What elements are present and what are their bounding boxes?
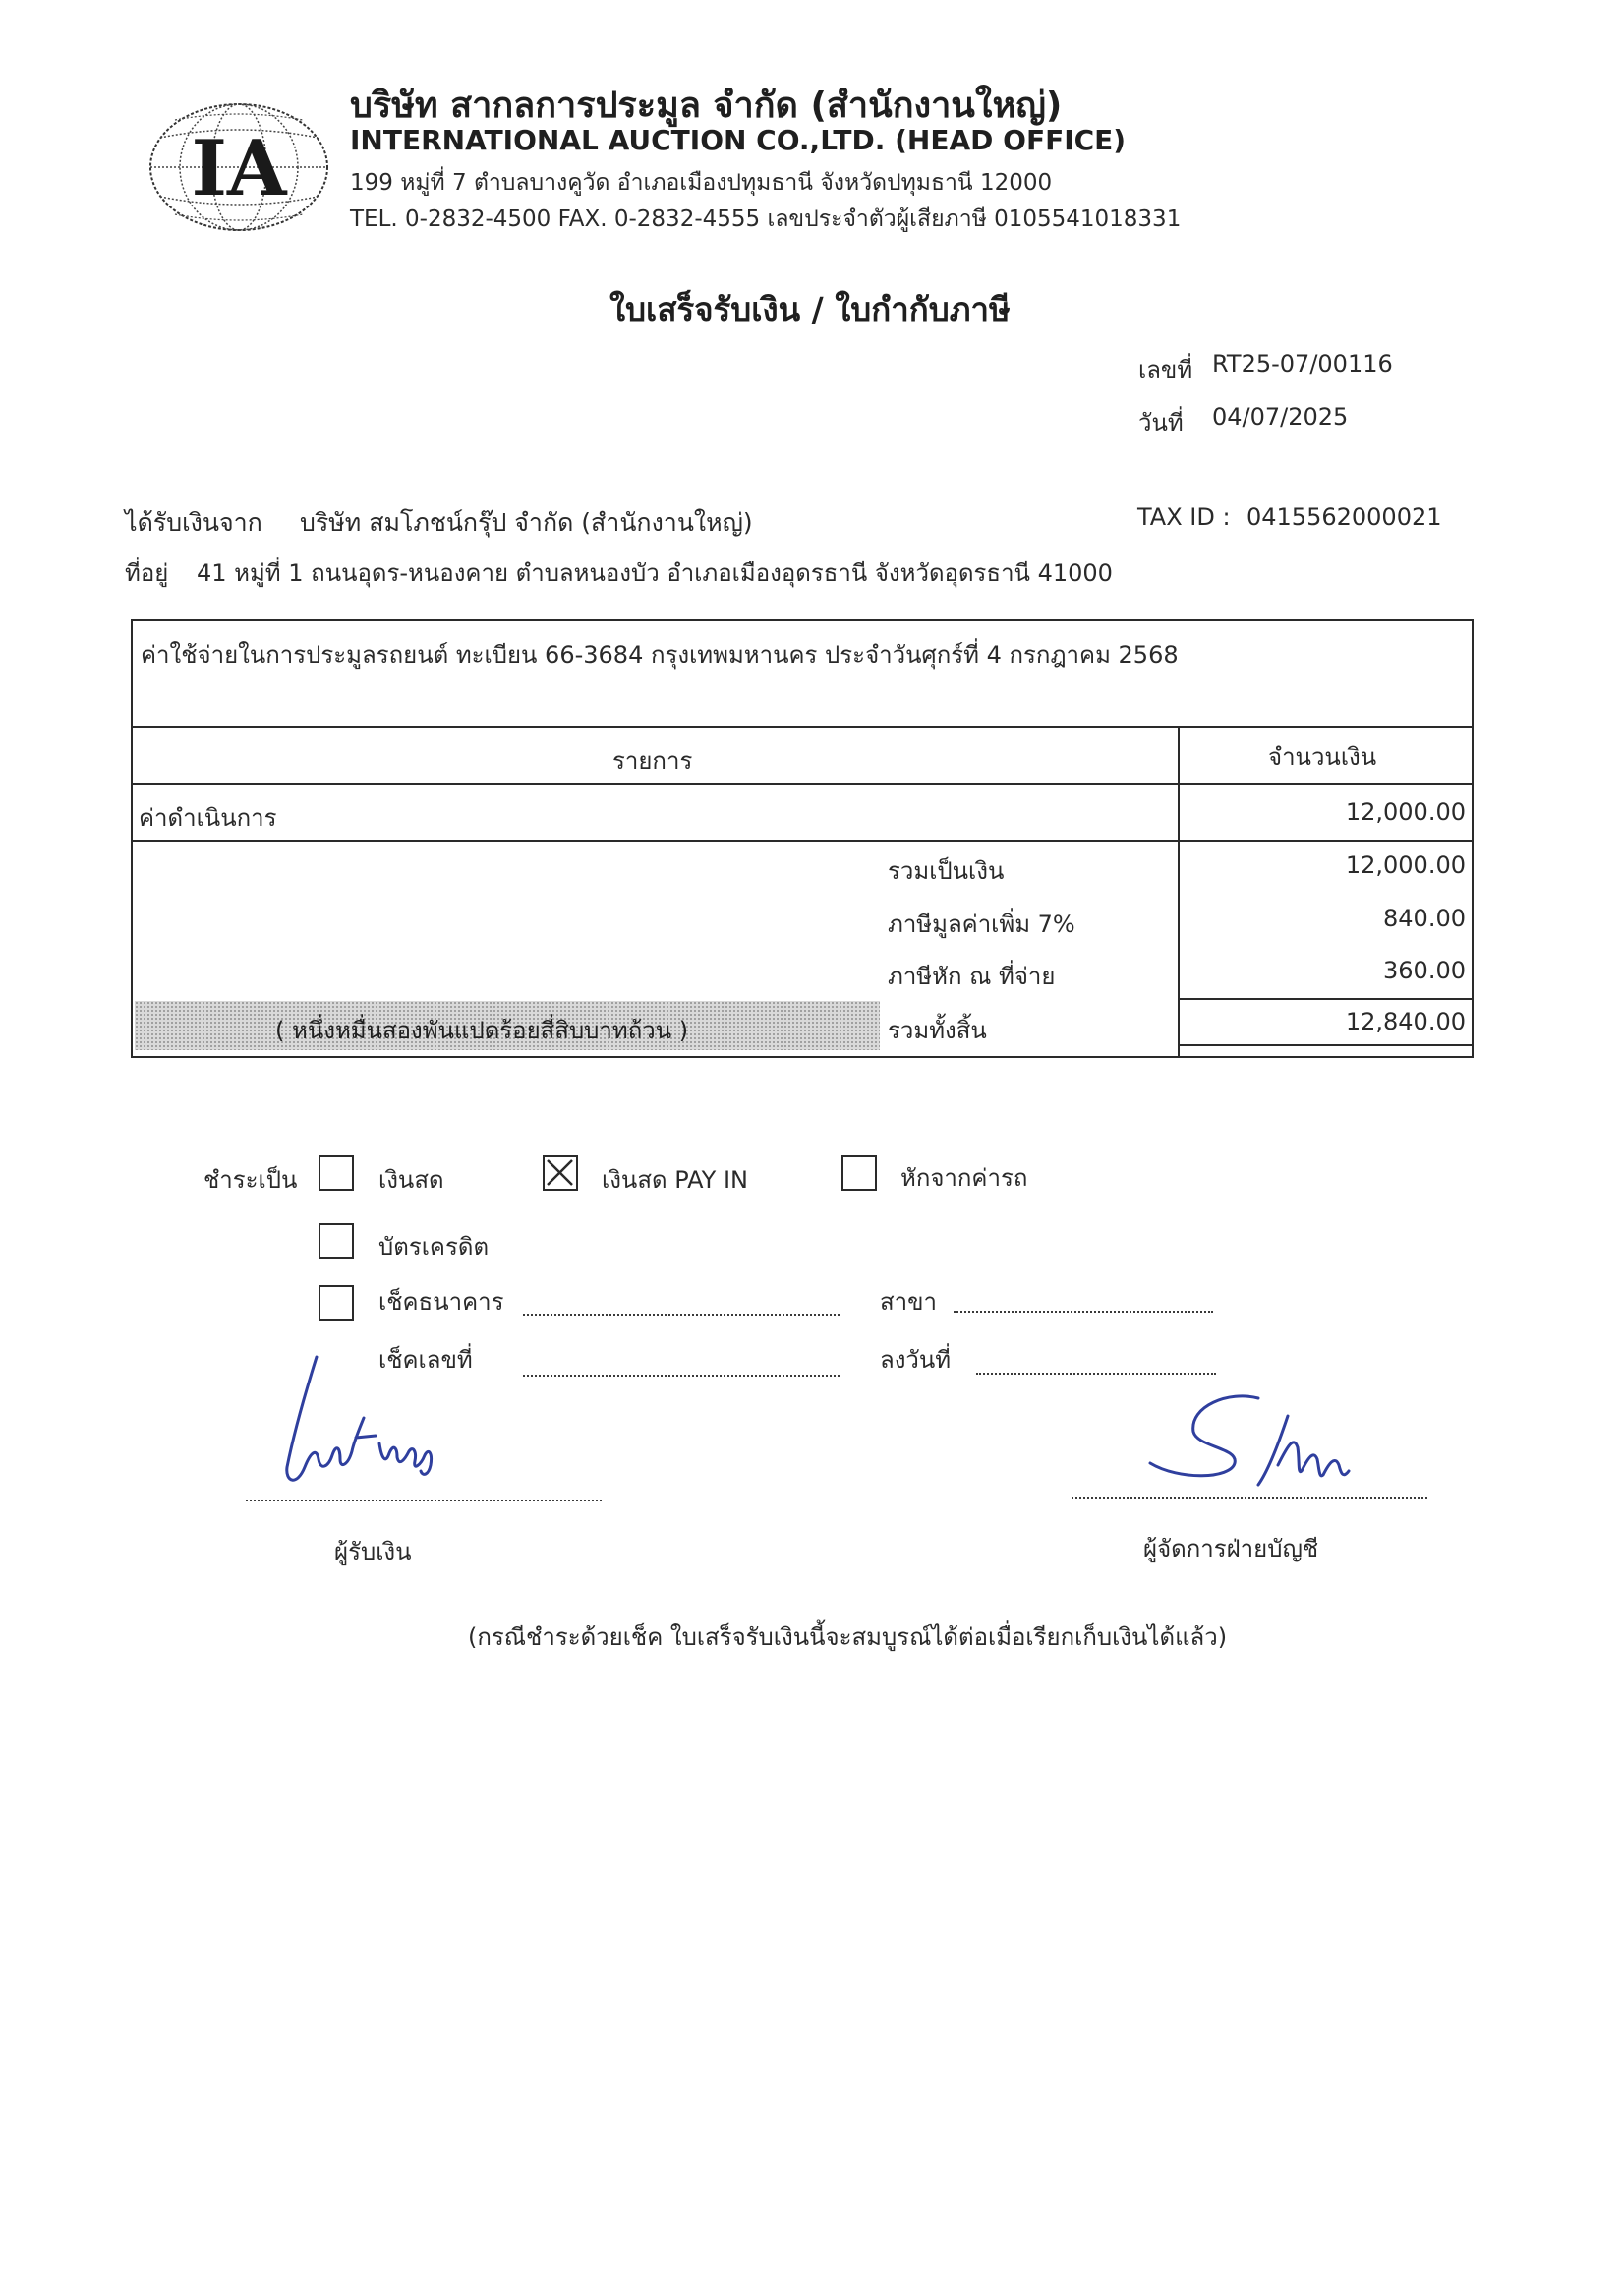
globe-icon	[145, 100, 332, 234]
checkbox-credit-card[interactable]	[319, 1223, 354, 1259]
checkbox-deduct[interactable]	[841, 1155, 877, 1191]
doc-number: RT25-07/00116	[1212, 350, 1393, 378]
table-row-item: ค่าดำเนินการ	[139, 804, 277, 832]
footer-note: (กรณีชำระด้วยเช็ค ใบเสร็จรับเงินนี้จะสมบูรณ์ได้ต่อเมื่อเรียกเก็บเงินได้แล้ว)	[468, 1623, 1228, 1651]
table-row-amount: 12,000.00	[1345, 798, 1466, 826]
cash-label: เงินสด	[378, 1166, 444, 1194]
check-x-icon	[545, 1157, 575, 1188]
grand-total-label: รวมทั้งสิ้น	[888, 1017, 987, 1044]
doc-date: 04/07/2025	[1212, 403, 1349, 431]
withholding-tax-amount: 360.00	[1383, 957, 1466, 984]
vat-label: ภาษีมูลค่าเพิ่ม 7%	[888, 911, 1075, 938]
subtotal-label: รวมเป็นเงิน	[888, 857, 1005, 885]
payment-label: ชำระเป็น	[203, 1166, 298, 1194]
cheque-bank-line	[523, 1314, 840, 1316]
document-title: ใบเสร็จรับเงิน / ใบกำกับภาษี	[609, 290, 1011, 328]
manager-signature-line	[1072, 1497, 1427, 1499]
address-label: ที่อยู่	[125, 559, 169, 587]
doc-date-label: วันที่	[1138, 409, 1184, 437]
grand-total-amount: 12,840.00	[1345, 1008, 1466, 1035]
receiver-signature-line	[246, 1500, 602, 1501]
company-name-th: บริษัท สากลการประมูล จำกัด (สำนักงานใหญ่)	[350, 86, 1063, 126]
cheque-date-label: ลงวันที่	[880, 1346, 952, 1374]
tax-id-label: TAX ID :	[1137, 503, 1231, 531]
credit-card-label: บัตรเครดิต	[378, 1233, 490, 1261]
cheque-number-label: เช็คเลขที่	[378, 1346, 473, 1374]
company-contact: TEL. 0-2832-4500 FAX. 0-2832-4555 เลขประจำตัวผู้เสียภาษี 0105541018331	[350, 206, 1182, 232]
payin-label: เงินสด PAY IN	[602, 1166, 749, 1194]
branch-label: สาขา	[880, 1288, 938, 1316]
column-item-header: รายการ	[612, 747, 693, 775]
vat-amount: 840.00	[1383, 905, 1466, 932]
deduct-label: หักจากค่ารถ	[900, 1164, 1028, 1192]
cheque-date-line	[976, 1373, 1216, 1375]
checkbox-cash[interactable]	[319, 1155, 354, 1191]
column-amount-header: จำนวนเงิน	[1268, 743, 1377, 771]
checkbox-payin[interactable]	[543, 1155, 578, 1191]
checkbox-cheque[interactable]	[319, 1285, 354, 1321]
table-description: ค่าใช้จ่ายในการประมูลรถยนต์ ทะเบียน 66-3684 กรุงเทพมหานคร ประจำวันศุกร์ที่ 4 กรกฎาคม 2568	[141, 641, 1179, 669]
company-logo	[145, 100, 332, 234]
company-name-en: INTERNATIONAL AUCTION CO.,LTD. (HEAD OFFICE)	[350, 124, 1127, 156]
manager-label: ผู้จัดการฝ่ายบัญชี	[1143, 1535, 1319, 1562]
branch-line	[954, 1311, 1213, 1313]
subtotal-amount: 12,000.00	[1345, 852, 1466, 879]
receiver-label: ผู้รับเงิน	[334, 1538, 412, 1565]
customer-name: บริษัท สมโภชน์กรุ๊ป จำกัด (สำนักงานใหญ่)	[300, 508, 753, 537]
tax-id: 0415562000021	[1246, 503, 1442, 531]
receiver-signature	[277, 1349, 444, 1497]
cheque-label: เช็คธนาคาร	[378, 1288, 504, 1316]
withholding-tax-label: ภาษีหัก ณ ที่จ่าย	[888, 963, 1056, 990]
logo-text: IA	[191, 124, 287, 213]
cheque-number-line	[523, 1375, 840, 1377]
receipt-table	[131, 619, 1474, 1058]
received-from-label: ได้รับเงินจาก	[125, 508, 262, 537]
total-in-words: ( หนึ่งหมื่นสองพันแปดร้อยสี่สิบบาทถ้วน )	[275, 1017, 689, 1044]
customer-address: 41 หมู่ที่ 1 ถนนอุดร-หนองคาย ตำบลหนองบัว อำเภอเมืองอุดรธานี จังหวัดอุดรธานี 41000	[197, 559, 1113, 587]
company-address: 199 หมู่ที่ 7 ตำบลบางคูวัด อำเภอเมืองปทุมธานี จังหวัดปทุมธานี 12000	[350, 170, 1053, 196]
manager-signature	[1140, 1377, 1376, 1495]
doc-number-label: เลขที่	[1138, 356, 1193, 383]
